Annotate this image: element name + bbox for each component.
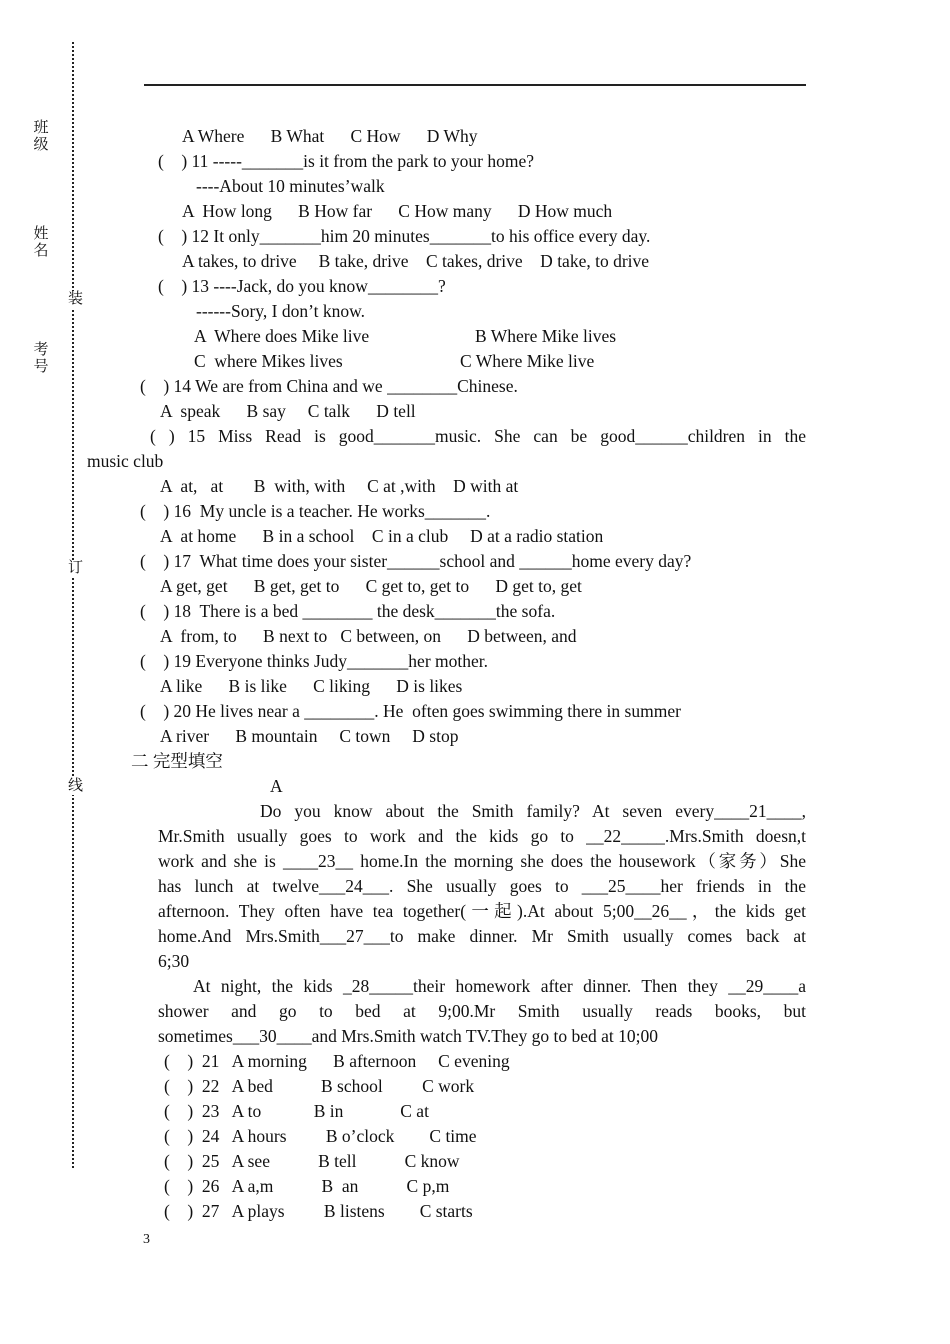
q13-answer: ------Sory, I don’t know.	[196, 301, 365, 321]
q18-options: A from, to B next to C between, on D between, and	[160, 626, 577, 646]
q11-stem: ( ) 11 -----_______is it from the park to your home?	[158, 151, 534, 171]
passage-letter: A	[270, 776, 283, 796]
q13-option-d: C Where Mike live	[460, 351, 595, 371]
passage-line-1: Do you know about the Smith family? At seven every____21____,	[260, 801, 806, 821]
q18-stem: ( ) 18 There is a bed ________ the desk_______the sofa.	[140, 601, 556, 621]
passage-line-3: work and she is ____23__ home.In the morning she does the housework（家务）She	[158, 851, 806, 871]
passage-line-10: sometimes___30____and Mrs.Smith watch TV.They go to bed at 10;00	[158, 1026, 659, 1046]
page-number: 3	[143, 1232, 150, 1247]
q16-options: A at home B in a school C in a club D at a radio station	[160, 526, 604, 546]
q11-options: A How long B How far C How many D How much	[182, 201, 613, 221]
q27-row: ( ) 27 A plays B listens C starts	[164, 1201, 473, 1221]
q11-answer: ----About 10 minutes’walk	[196, 176, 385, 196]
q12-options: A takes, to drive B take, drive C takes, drive D take, to drive	[182, 251, 650, 271]
q22-row: ( ) 22 A bed B school C work	[164, 1076, 475, 1096]
binding-dotted-line	[72, 42, 74, 1168]
header-rule	[144, 84, 806, 86]
q13-option-b: B Where Mike lives	[475, 326, 617, 346]
passage-line-9: shower and go to bed at 9;00.Mr Smith usually reads books, but	[158, 1001, 806, 1021]
passage-line-2: Mr.Smith usually goes to work and the kids go to __22_____.Mrs.Smith doesn,t	[158, 826, 806, 846]
q25-row: ( ) 25 A see B tell C know	[164, 1151, 460, 1171]
q20-stem: ( ) 20 He lives near a ________. He often goes swimming there in summer	[140, 701, 681, 721]
q15-options: A at, at B with, with C at ,with D with at	[160, 476, 519, 496]
q16-stem: ( ) 16 My uncle is a teacher. He works_______.	[140, 501, 491, 521]
section-title: 二 完型填空	[131, 751, 223, 771]
q21-row: ( ) 21 A morning B afternoon C evening	[164, 1051, 510, 1071]
exam-number-label: 考号	[33, 342, 49, 375]
q12-stem: ( ) 12 It only_______him 20 minutes_______to his office every day.	[158, 226, 651, 246]
q10-options: A Where B What C How D Why	[182, 126, 478, 146]
q17-stem: ( ) 17 What time does your sister______school and ______home every day?	[140, 551, 692, 571]
q13-option-a: A Where does Mike live	[194, 326, 370, 346]
q23-row: ( ) 23 A to B in C at	[164, 1101, 429, 1121]
class-label: 班级	[33, 120, 49, 153]
binder-mark-zhuang: 装	[68, 291, 84, 307]
q14-options: A speak B say C talk D tell	[160, 401, 416, 421]
passage-line-8: At night, the kids _28_____their homework after dinner. Then they __29____a	[193, 976, 806, 996]
q20-options: A river B mountain C town D stop	[160, 726, 459, 746]
q26-row: ( ) 26 A a,m B an C p,m	[164, 1176, 450, 1196]
name-label: 姓名	[33, 226, 49, 259]
passage-line-6: home.And Mrs.Smith___27___to make dinner. Mr Smith usually comes back at	[158, 926, 806, 946]
q17-options: A get, get B get, get to C get to, get to D get to, get	[160, 576, 582, 596]
q13-option-c: C where Mikes lives	[194, 351, 343, 371]
q14-stem: ( ) 14 We are from China and we ________Chinese.	[140, 376, 518, 396]
passage-line-5: afternoon. They often have tea together(一起).At about 5;00__26__，the kids get	[158, 901, 806, 921]
passage-line-4: has lunch at twelve___24___. She usually goes to ___25____her friends in the	[158, 876, 806, 896]
q15-stem: ( ) 15 Miss Read is good_______music. She can be good______children in the	[150, 426, 806, 446]
q13-stem: ( ) 13 ----Jack, do you know________?	[158, 276, 446, 296]
binder-mark-ding: 订	[68, 560, 84, 576]
q24-row: ( ) 24 A hours B o’clock C time	[164, 1126, 477, 1146]
passage-line-7: 6;30	[158, 951, 190, 971]
q19-options: A like B is like C liking D is likes	[160, 676, 463, 696]
binder-mark-xian: 线	[68, 778, 84, 794]
q15-stem-cont: music club	[87, 451, 164, 471]
q19-stem: ( ) 19 Everyone thinks Judy_______her mother.	[140, 651, 489, 671]
